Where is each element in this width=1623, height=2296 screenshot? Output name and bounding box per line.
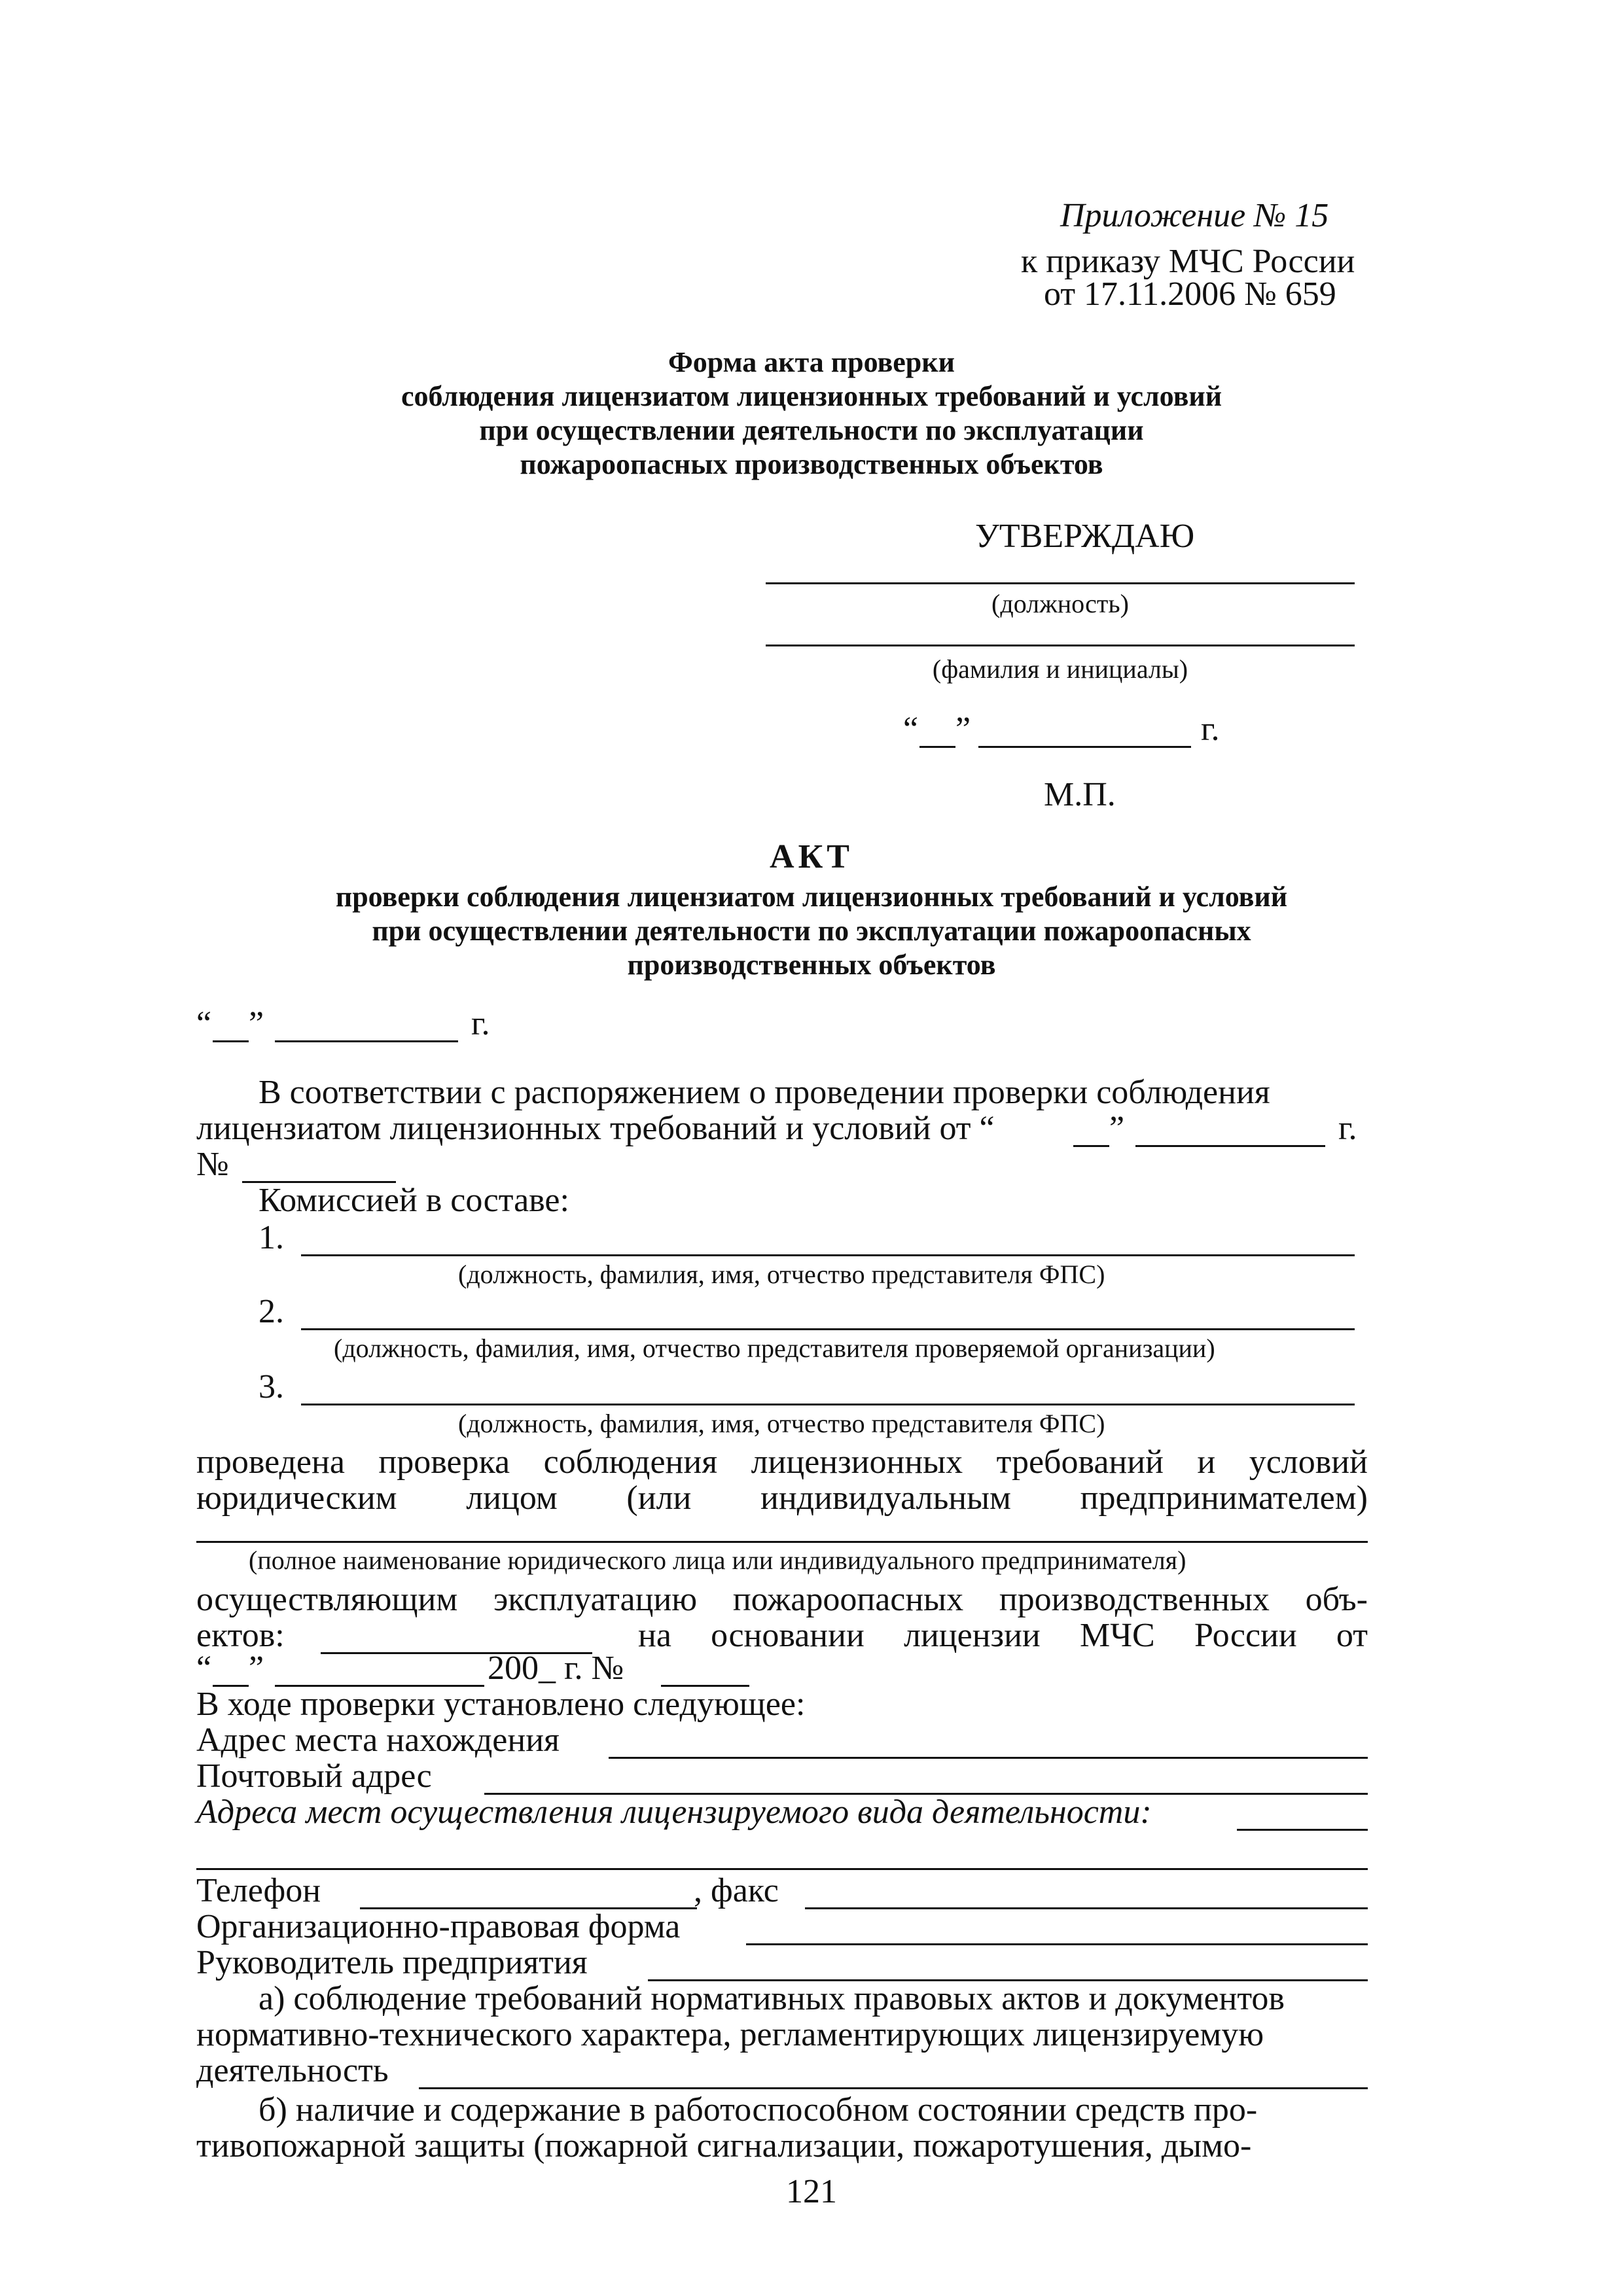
approval-date-day-line[interactable] (919, 746, 955, 748)
page-number: 121 (786, 2173, 837, 2210)
name-caption: (фамилия и инициалы) (932, 654, 1188, 684)
p3-line-2-rest: на основании лицензии МЧС России от (638, 1617, 1368, 1654)
act-date-year: г. (471, 1005, 490, 1042)
license-date-quote-open: “ (196, 1650, 212, 1687)
license-year-number: 200_ г. № (488, 1650, 624, 1687)
member-1-caption: (должность, фамилия, имя, отчество представителя ФПС) (458, 1260, 1105, 1289)
legal-form-label: Организационно-правовая форма (196, 1908, 681, 1945)
phone-label: Телефон (196, 1872, 321, 1909)
member-3-number: 3. (259, 1368, 284, 1405)
act-title-line-3: производственных объектов (627, 949, 996, 981)
order-line-1: к приказу МЧС России (1021, 243, 1355, 280)
item-b-line-1: б) наличие и содержание в работоспособном состоянии средств про- (259, 2091, 1258, 2128)
postal-label: Почтовый адрес (196, 1757, 432, 1795)
act-date-quote-open: “ (196, 1005, 212, 1042)
p1-line-1: В соответствии с распоряжением о проведении проверки соблюдения (259, 1074, 1270, 1111)
order-line-2: от 17.11.2006 № 659 (1044, 275, 1336, 313)
activity-line-2[interactable] (196, 1868, 1368, 1870)
approval-date-year: г. (1201, 711, 1220, 748)
approval-date-quote-open: “ (903, 711, 919, 748)
commission-label: Комиссией в составе: (259, 1182, 569, 1219)
order-date-month-line[interactable] (1135, 1145, 1325, 1147)
p2-line-1: проведена проверка соблюдения лицензионных требований и условий (196, 1443, 1368, 1481)
member-3-line[interactable] (301, 1404, 1355, 1405)
member-1-number: 1. (259, 1219, 284, 1256)
activity-label: Адреса мест осуществления лицензируемого вида деятельности: (196, 1793, 1152, 1831)
fax-label: , факс (694, 1872, 779, 1909)
form-title-line-1: Форма акта проверки (668, 346, 955, 378)
approval-date-quote-close: ” (955, 711, 971, 748)
member-1-line[interactable] (301, 1254, 1355, 1256)
p2-line-2: юридическим лицом (или индивидуальным предпринимателем) (196, 1479, 1368, 1517)
name-line[interactable] (766, 645, 1355, 646)
member-2-caption: (должность, фамилия, имя, отчество представителя проверяемой организации) (334, 1333, 1215, 1363)
item-a-line-3: деятельность (196, 2052, 389, 2089)
activity-line-1[interactable] (1237, 1829, 1368, 1831)
fax-line[interactable] (805, 1907, 1368, 1909)
license-date-quote-close: ” (249, 1650, 264, 1687)
approve-label: УТВЕРЖДАЮ (975, 518, 1195, 555)
findings-label: В ходе проверки установлено следующее: (196, 1686, 806, 1723)
order-date-year: г. (1338, 1110, 1357, 1147)
order-date-quote-close: ” (1109, 1110, 1125, 1147)
address-label: Адрес места нахождения (196, 1722, 560, 1759)
member-2-number: 2. (259, 1293, 284, 1330)
p1-line-2: лицензиатом лицензионных требований и условий от “ (196, 1110, 995, 1147)
p3-line-2-label: ектов: (196, 1617, 285, 1654)
form-title-line-2: соблюдения лицензиатом лицензионных требований и условий (401, 380, 1222, 412)
head-label: Руководитель предприятия (196, 1944, 588, 1981)
act-title-line-2: при осуществлении деятельности по эксплуатации пожароопасных (372, 915, 1251, 947)
entity-name-line[interactable] (196, 1541, 1368, 1543)
act-date-day-line[interactable] (213, 1040, 249, 1042)
member-2-line[interactable] (301, 1328, 1355, 1330)
appendix-label: Приложение № 15 (1060, 197, 1329, 234)
address-line[interactable] (609, 1757, 1368, 1759)
act-date-month-line[interactable] (275, 1040, 458, 1042)
legal-form-line[interactable] (746, 1943, 1368, 1945)
position-caption: (должность) (991, 589, 1129, 618)
position-line[interactable] (766, 582, 1355, 584)
form-title-line-4: пожароопасных производственных объектов (520, 448, 1103, 480)
approval-date-month-line[interactable] (978, 746, 1191, 748)
item-a-line[interactable] (419, 2087, 1368, 2089)
act-date-quote-close: ” (249, 1005, 264, 1042)
entity-name-caption: (полное наименование юридического лица или индивидуального предпринимателя) (249, 1545, 1186, 1575)
act-title: АКТ (770, 838, 853, 875)
item-b-line-2: тивопожарной защиты (пожарной сигнализации, пожаротушения, дымо- (196, 2127, 1252, 2164)
stamp-label: М.П. (1044, 776, 1116, 813)
order-date-day-line[interactable] (1073, 1145, 1109, 1147)
p3-line-1: осуществляющим эксплуатацию пожароопасных производственных объ- (196, 1581, 1368, 1618)
act-title-line-1: проверки соблюдения лицензиатом лицензионных требований и условий (335, 881, 1288, 913)
item-a-line-2: нормативно-технического характера, регламентирующих лицензируемую (196, 2016, 1264, 2053)
order-number-label: № (196, 1146, 229, 1183)
member-3-caption: (должность, фамилия, имя, отчество представителя ФПС) (458, 1409, 1105, 1438)
item-a-line-1: а) соблюдение требований нормативных правовых актов и документов (259, 1980, 1285, 2017)
form-title-line-3: при осуществлении деятельности по эксплуатации (479, 414, 1144, 446)
